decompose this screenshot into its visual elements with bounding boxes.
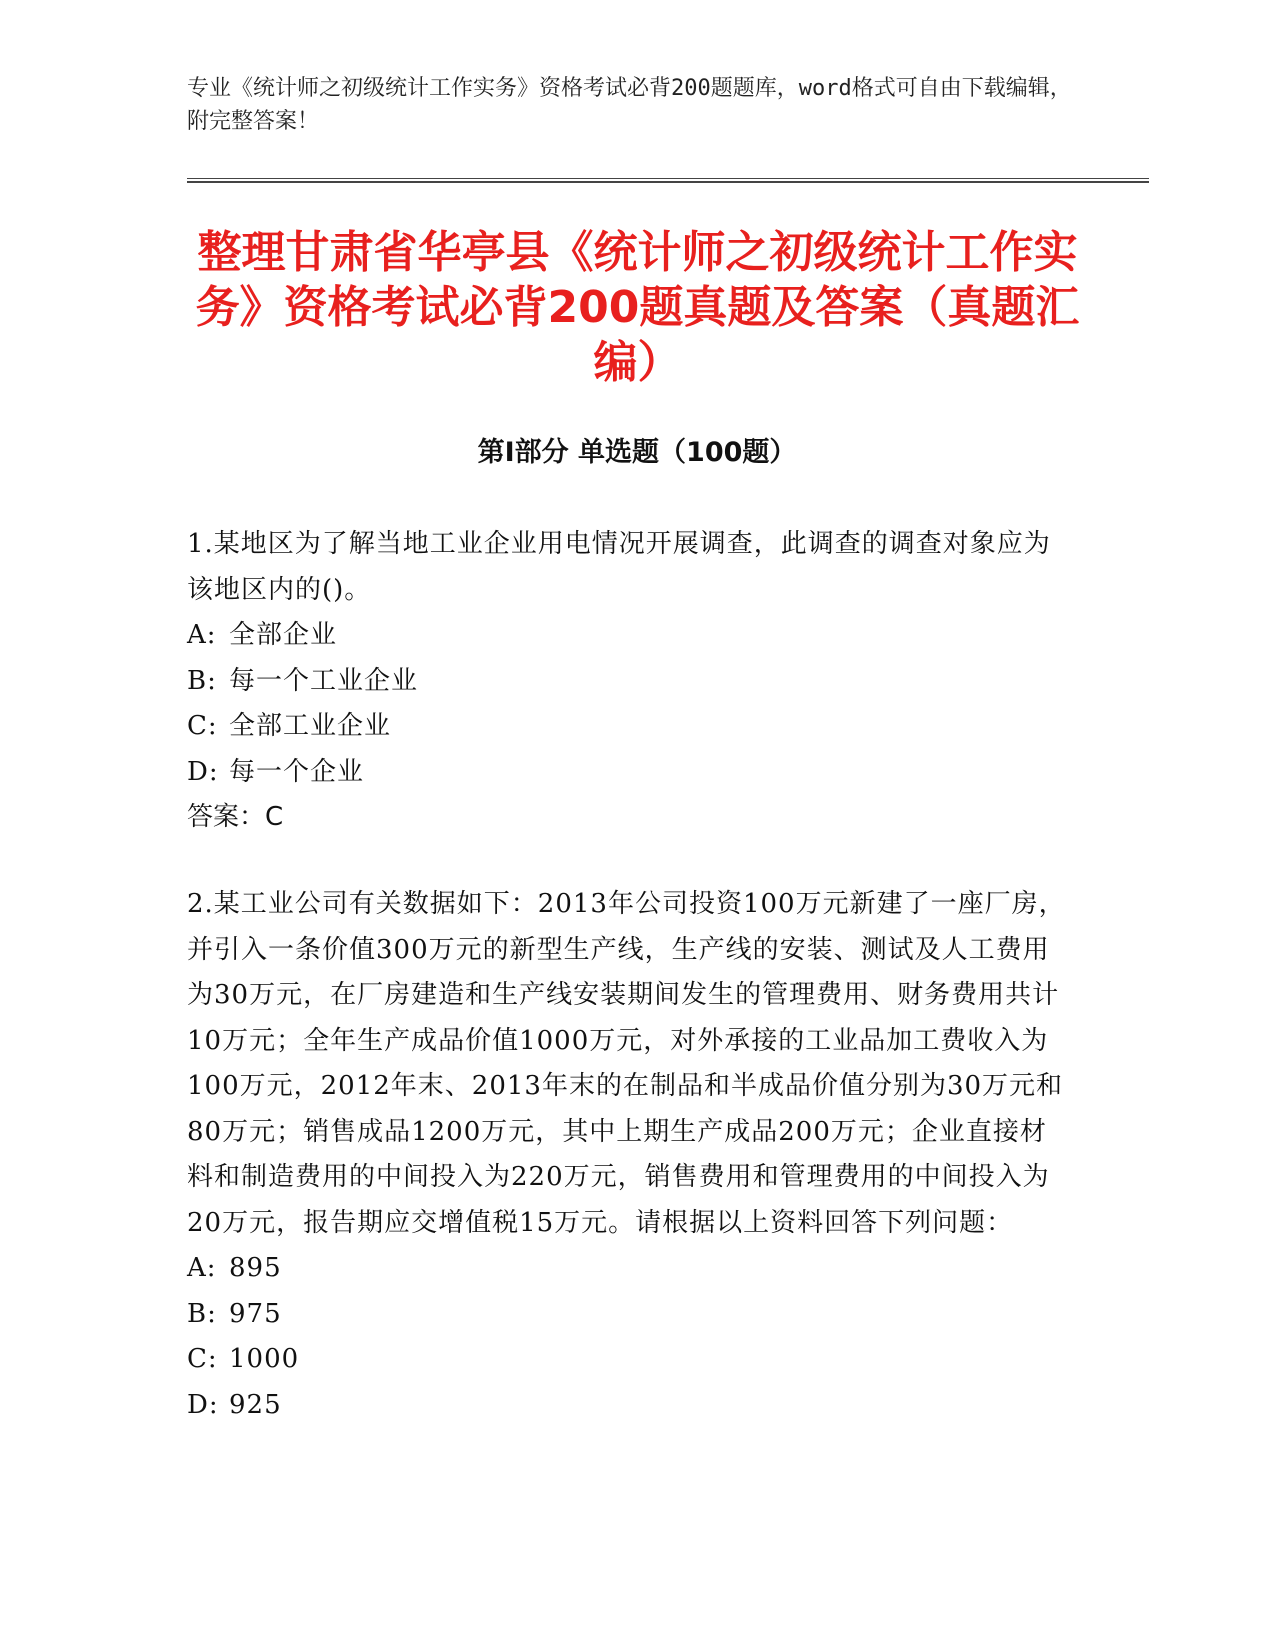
- document-title: 整理甘肃省华亭县《统计师之初级统计工作实务》资格考试必背200题真题及答案（真题汇编）: [195, 227, 1080, 388]
- option-text: 全部工业企业: [229, 711, 392, 741]
- option-text: 每一个企业: [229, 756, 365, 787]
- header-divider: [187, 178, 1149, 183]
- option-a: [187, 1246, 1067, 1292]
- option-a: [187, 613, 1067, 659]
- option-key: A:: [187, 1253, 217, 1283]
- option-key: C:: [187, 1344, 218, 1374]
- question-2: [187, 882, 1067, 1428]
- option-text: 1000: [229, 1344, 300, 1374]
- option-text: 每一个工业企业: [229, 665, 419, 696]
- option-key: D:: [187, 1389, 219, 1420]
- question-stem: 2.某工业公司有关数据如下：2013年公司投资100万元新建了一座厂房，并引入一条价值300万元的新型生产线，生产线的安装、测试及人工费用为30万元，在厂房建造和生产线安装期间发生的管理费用、财务费用共计10万元；全年生产成品价值1000万元，对外承接的工业品加工费收入为100万元，2012年末、2013年末的在制品和半成品价值分别为30万元和80万元；销售成品1200万元，其中上期生产成品200万元；企业直接材料和制造费用的中间投入为220万元，销售费用和管理费用的中间投入为20万元，报告期应交增值税15万元。请根据以上资料回答下列问题：: [187, 889, 1066, 1238]
- option-text: 全部企业: [229, 620, 338, 650]
- option-key: A:: [187, 620, 217, 650]
- option-b: [187, 1292, 1067, 1338]
- option-text: 975: [229, 1298, 282, 1329]
- option-text: 925: [229, 1389, 282, 1420]
- question-1: [187, 522, 1067, 841]
- option-key: C:: [187, 711, 218, 741]
- option-key: B:: [187, 1298, 217, 1329]
- section-title: 第I部分 单选题（100题）: [477, 437, 797, 468]
- option-text: 895: [229, 1253, 282, 1283]
- option-c: [187, 1337, 1067, 1383]
- header-note: 专业《统计师之初级统计工作实务》资格考试必背200题题库，word格式可自由下载编辑，附完整答案！: [187, 76, 1072, 134]
- option-b: [187, 659, 1067, 705]
- option-key: B:: [187, 665, 217, 696]
- option-d: [187, 750, 1067, 796]
- answer-line: 答案：C: [187, 802, 284, 832]
- option-c: [187, 704, 1067, 750]
- option-key: D:: [187, 756, 219, 787]
- option-d: [187, 1383, 1067, 1429]
- question-stem: 1.某地区为了解当地工业企业用电情况开展调查，此调查的调查对象应为该地区内的()。: [187, 529, 1051, 605]
